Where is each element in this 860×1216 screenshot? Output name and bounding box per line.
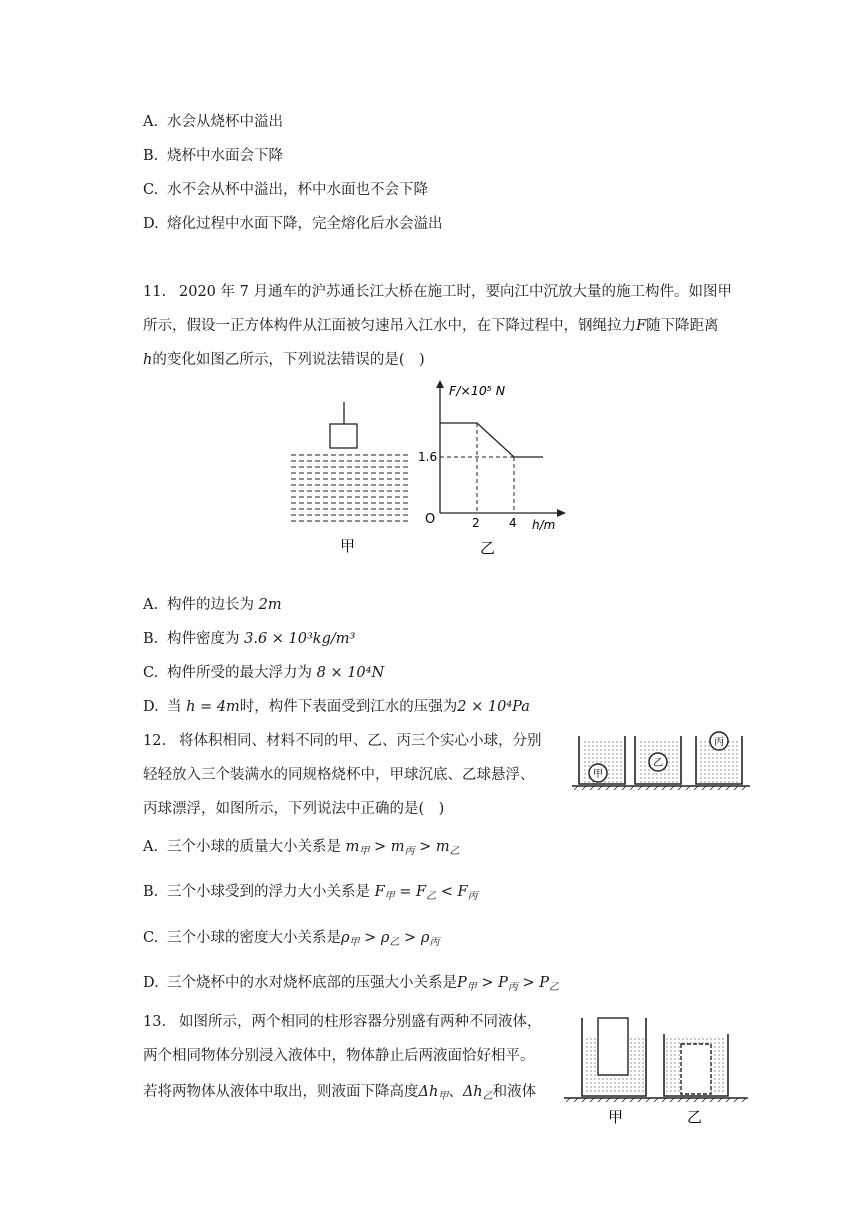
figure-label-jia: 甲	[340, 537, 356, 555]
q11-stem-line-1: 11. 2020 年 7 月通车的沪苏通长江大桥在施工时，要向江中沉放大量的施工构件。如图甲	[143, 284, 732, 300]
figure-label-jia: 甲	[608, 1108, 624, 1126]
ball-bing-label: 丙	[714, 737, 724, 748]
q10-option-a: A. 水会从烧杯中溢出	[143, 114, 283, 130]
x-axis-arrow	[557, 509, 566, 517]
q12-stem-line-2: 轻轻放入三个装满水的同规格烧杯中，甲球沉底、乙球悬浮、	[143, 767, 535, 783]
figure-label-yi: 乙	[480, 539, 496, 557]
x-tick-label-2: 2	[472, 516, 480, 530]
y-axis-label: F/×10⁵ N	[449, 383, 506, 398]
q11-option-d: D. 当 h = 4m时，构件下表面受到江水的压强为2 × 10⁴Pa	[143, 699, 530, 715]
q11-option-b: B. 构件密度为 3.6 × 10³kg/m³	[143, 631, 356, 647]
y-axis-arrow	[436, 380, 444, 388]
q12-stem-line-3: 丙球漂浮，如图所示，下列说法中正确的是( )	[143, 801, 445, 817]
object-yi	[681, 1044, 711, 1094]
q13-stem-line-1: 13. 如图所示，两个相同的柱形容器分别盛有两种不同液体，	[143, 1014, 542, 1030]
q13-figure	[562, 1010, 752, 1130]
q10-option-d: D. 熔化过程中水面下降，完全熔化后水会溢出	[143, 216, 443, 232]
x-tick-label-4: 4	[509, 516, 517, 530]
force-curve	[440, 423, 543, 457]
q11-figure	[285, 378, 575, 563]
origin-label: O	[425, 512, 436, 527]
x-axis-label: h/m	[532, 518, 556, 532]
question-number: 12.	[143, 733, 167, 749]
q12-figure	[572, 729, 752, 793]
q12-stem-line-1: 12. 将体积相同、材料不同的甲、乙、丙三个实心小球，分别	[143, 733, 542, 749]
question-number: 13.	[143, 1014, 167, 1030]
figure-label-yi: 乙	[687, 1108, 703, 1126]
q12-option-c: C. 三个小球的密度大小关系是$\rho_甲 > \rho_乙 > \rho_丙$	[143, 930, 440, 948]
object-jia	[598, 1018, 628, 1075]
q13-stem-line-3: 若将两物体从液体中取出，则液面下降高度$\Delta h_甲$、$\Delta h_乙$和液体	[143, 1084, 537, 1102]
guide-lines	[440, 423, 514, 513]
q13-stem-line-2: 两个相同物体分别浸入液体中，物体静止后两液面恰好相平。	[143, 1048, 535, 1064]
water-dashes	[291, 455, 410, 521]
ball-yi-label: 乙	[653, 758, 663, 769]
cube	[330, 424, 357, 448]
q12-option-a: A. 三个小球的质量大小关系是 $m_甲 > m_丙 > m_乙$	[143, 839, 460, 857]
q12-option-b: B. 三个小球受到的浮力大小关系是 $F_甲 = F_乙 < F_丙$	[143, 884, 478, 902]
q11-option-a: A. 构件的边长为 2m	[143, 597, 282, 613]
ball-jia-label: 甲	[593, 769, 603, 780]
q10-option-b: B. 烧杯中水面会下降	[143, 148, 283, 164]
q11-option-c: C. 构件所受的最大浮力为 8 × 10⁴N	[143, 665, 385, 681]
q11-stem-line-3: h的变化如图乙所示，下列说法错误的是( )	[143, 352, 425, 368]
q10-option-c: C. 水不会从杯中溢出，杯中水面也不会下降	[143, 182, 428, 198]
q11-stem-line-2: 所示，假设一正方体构件从江面被匀速吊入江水中，在下降过程中，钢绳拉力F随下降距离	[143, 318, 719, 334]
q12-option-d: D. 三个烧杯中的水对烧杯底部的压强大小关系是$P_甲 > P_丙 > P_乙$	[143, 975, 560, 993]
question-number: 11.	[143, 284, 167, 300]
y-tick-label: 1.6	[418, 450, 438, 464]
